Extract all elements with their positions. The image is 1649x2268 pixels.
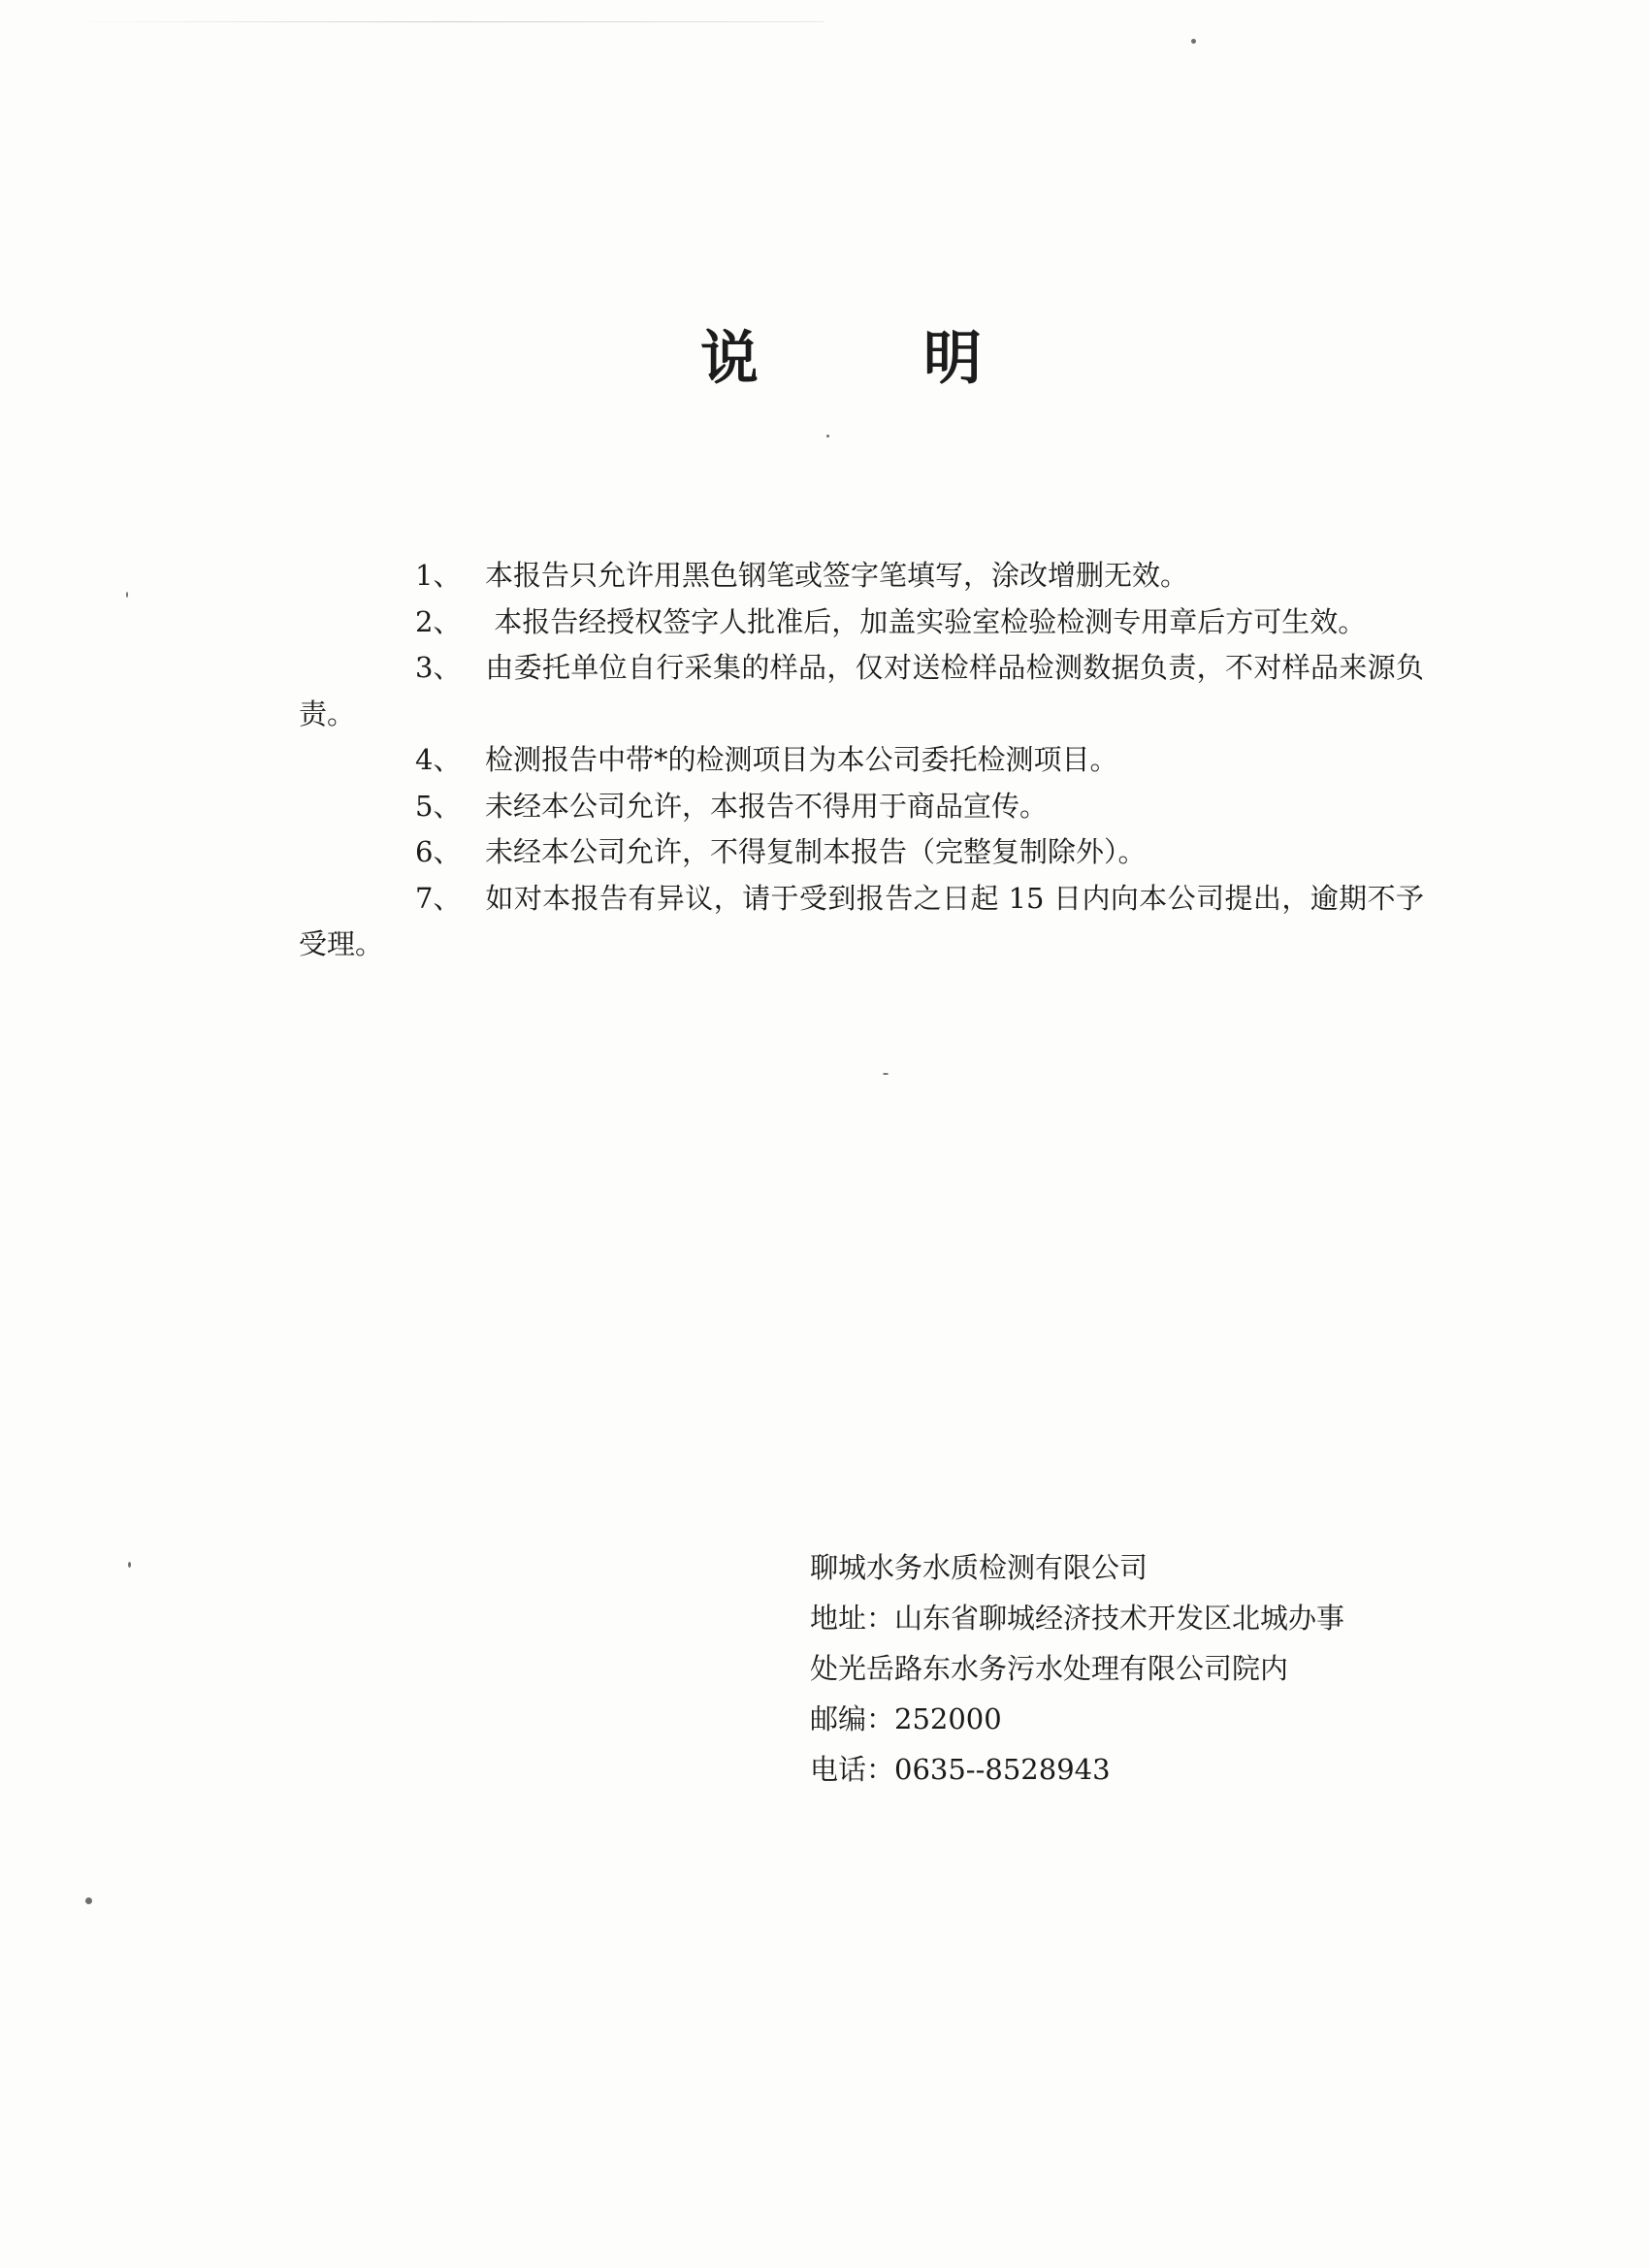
note-text: 本报告只允许用黑色钢笔或签字笔填写，涂改增删无效。 (485, 559, 1189, 592)
note-text: 未经本公司允许，本报告不得用于商品宣传。 (485, 789, 1049, 823)
note-number: 2、 (415, 604, 462, 638)
note-number: 1、 (415, 559, 462, 592)
company-name: 聊城水务水质检测有限公司 (810, 1551, 1148, 1584)
phone-number: 电话：0635--8528943 (810, 1753, 1111, 1786)
company-contact-block (810, 1542, 1470, 1795)
address-line-2: 处光岳路东水务污水处理有限公司院内 (810, 1652, 1289, 1685)
scan-speck (85, 1897, 92, 1904)
note-number: 3、 (415, 651, 462, 684)
note-item-1 (299, 553, 1424, 599)
note-item-3 (299, 645, 1424, 737)
note-item-5 (299, 784, 1424, 830)
scan-edge-line (68, 21, 824, 22)
scan-speck (826, 435, 829, 437)
scan-speck (126, 592, 128, 598)
note-text: 检测报告中带*的检测项目为本公司委托检测项目。 (485, 743, 1118, 776)
scan-speck (1191, 39, 1196, 44)
notes-list (299, 553, 1424, 968)
postcode: 邮编：252000 (810, 1702, 1002, 1735)
note-text: 由委托单位自行采集的样品，仅对送检样品检测数据负责，不对样品来源负责。 (299, 651, 1424, 730)
note-item-7 (299, 876, 1424, 968)
title-char-2: 明 (923, 325, 982, 393)
note-number: 4、 (415, 743, 462, 776)
scan-speck (883, 1073, 889, 1075)
note-number: 6、 (415, 835, 462, 868)
title-char-1: 说 (700, 325, 759, 393)
note-text: 如对本报告有异议，请于受到报告之日起 15 日内向本公司提出，逾期不予受理。 (299, 881, 1424, 960)
note-text: 未经本公司允许，不得复制本报告（完整复制除外）。 (485, 835, 1147, 868)
note-item-6 (299, 829, 1424, 876)
note-item-2 (299, 599, 1424, 646)
note-number: 5、 (415, 789, 462, 823)
address-line-1: 地址：山东省聊城经济技术开发区北城办事 (810, 1602, 1345, 1635)
note-number: 7、 (415, 881, 462, 915)
note-item-4 (299, 737, 1424, 784)
scan-speck (128, 1562, 131, 1568)
note-text: 本报告经授权签字人批准后，加盖实验室检验检测专用章后方可生效。 (485, 604, 1367, 638)
